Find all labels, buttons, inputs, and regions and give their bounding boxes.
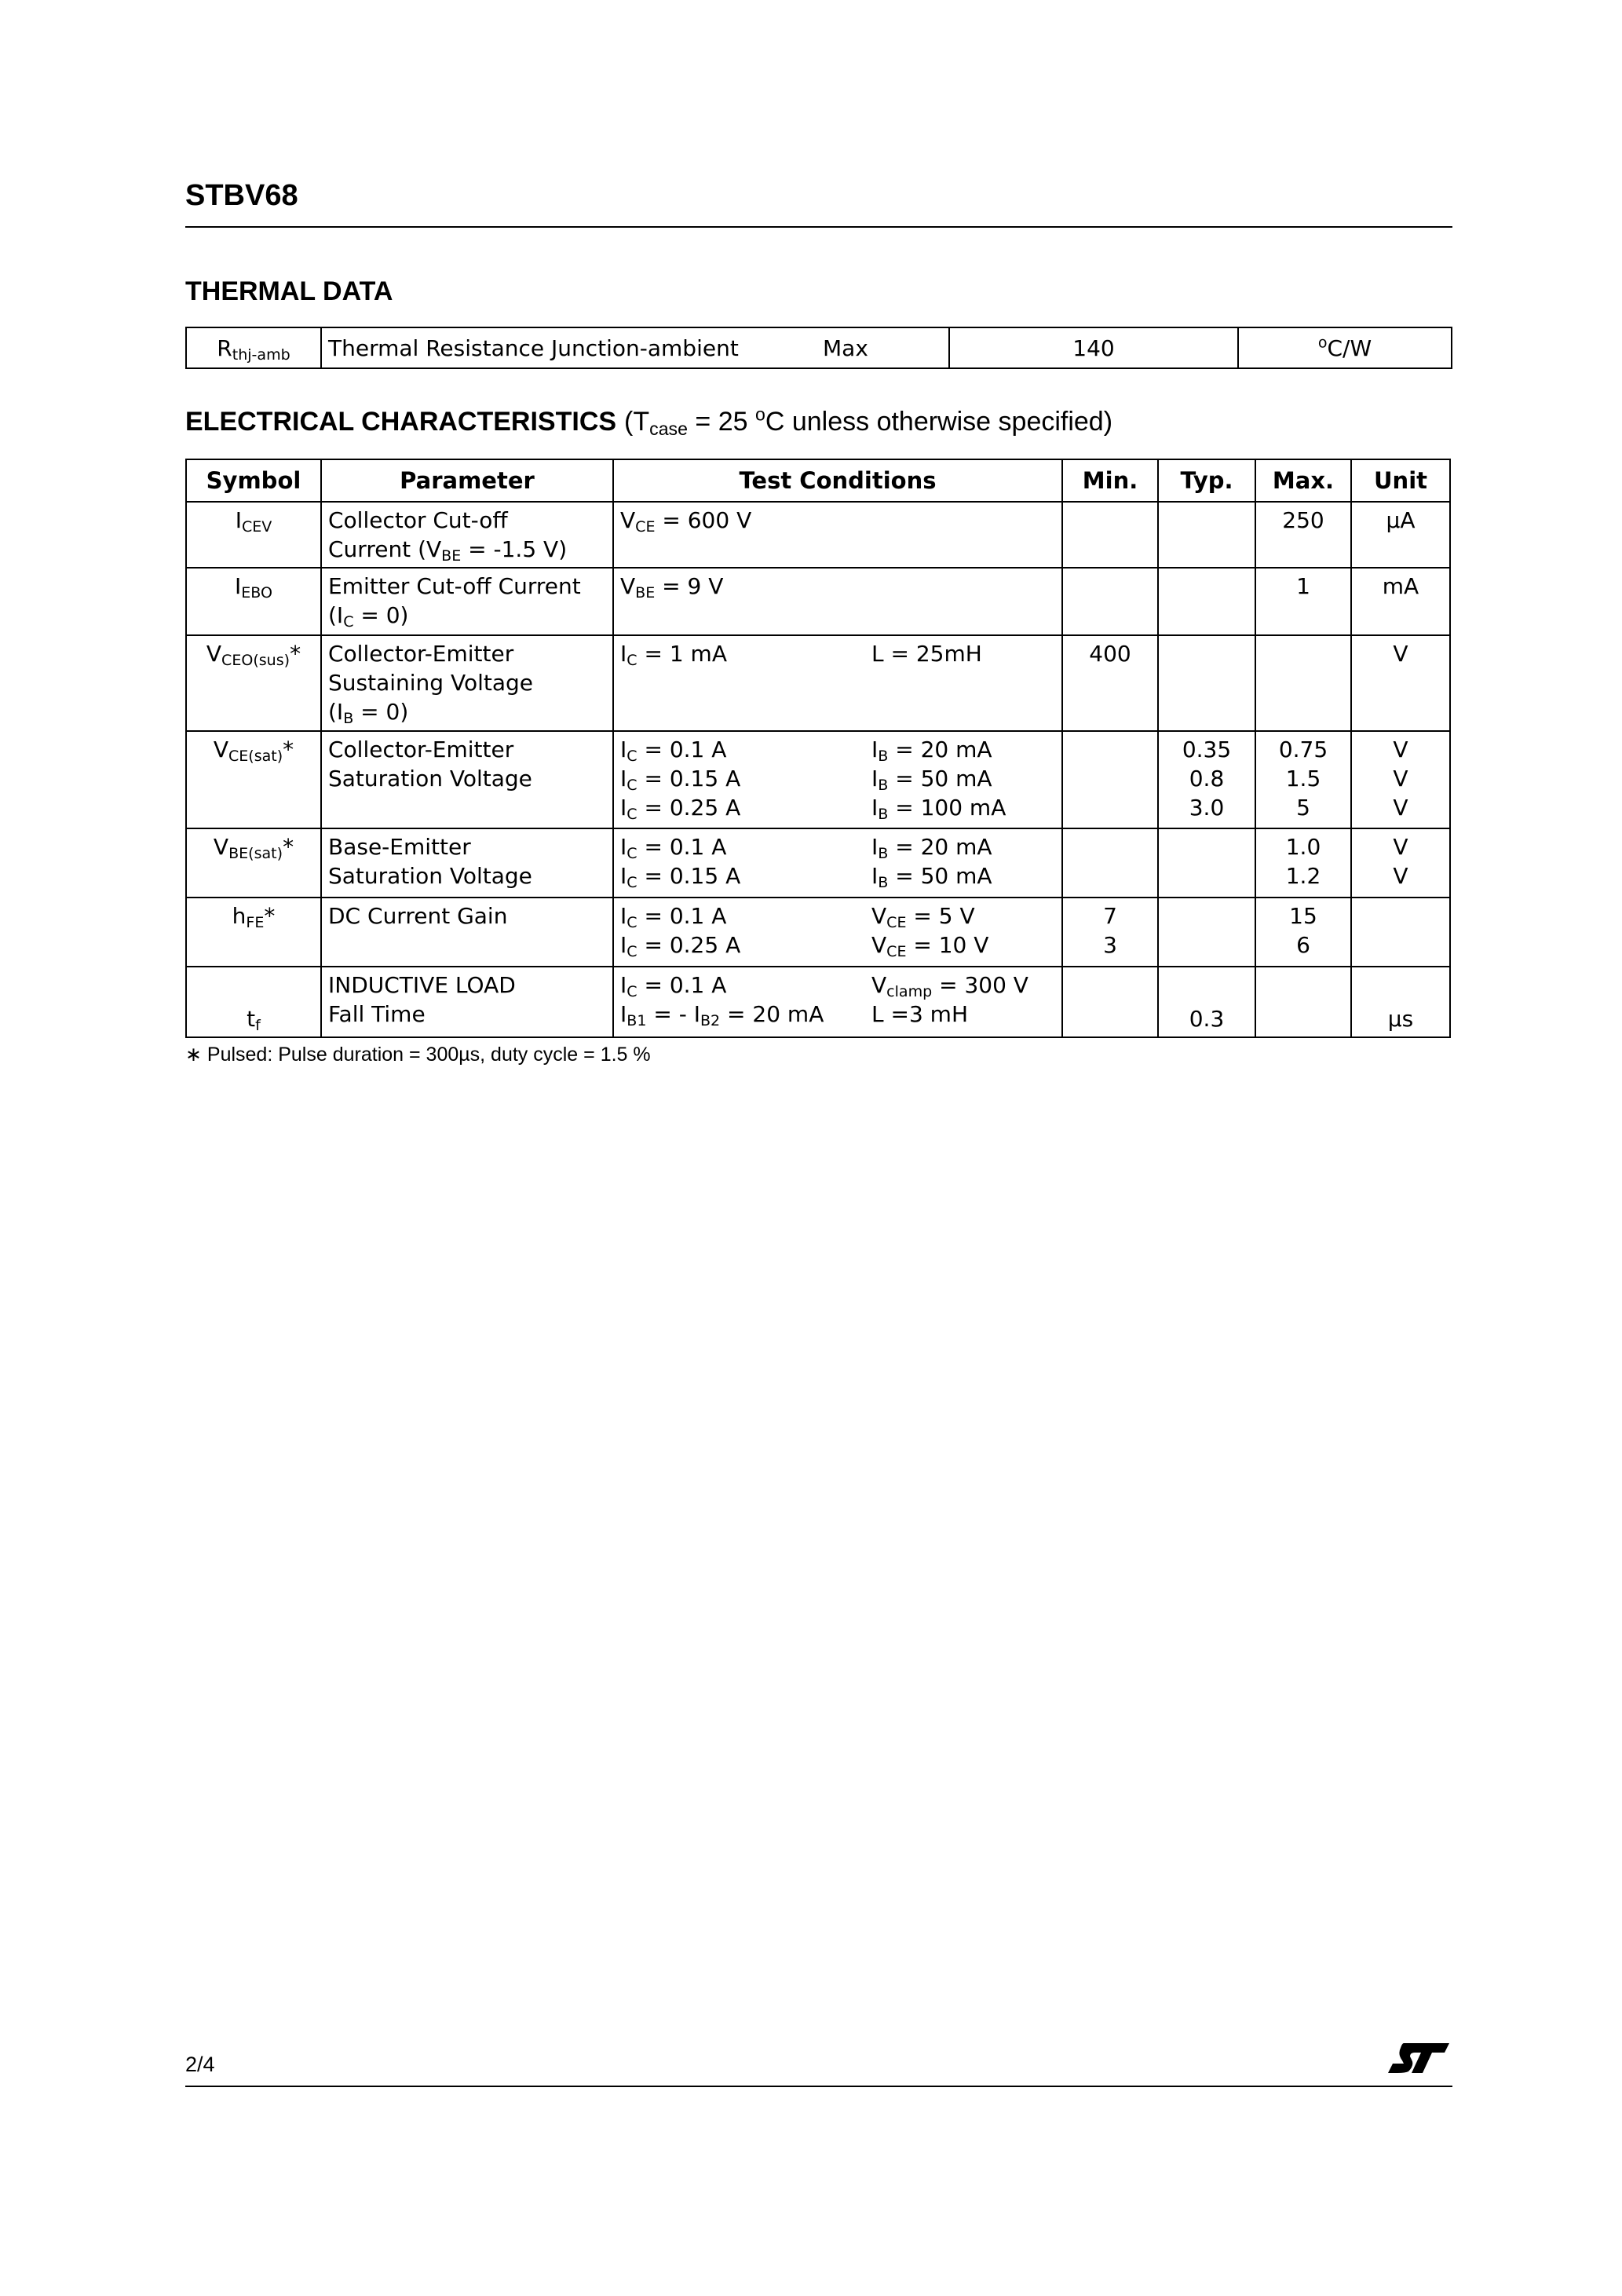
max-cell: 1	[1255, 568, 1351, 635]
page-number: 2/4	[185, 2053, 215, 2076]
conditions-cell: $V_{BE} = 9$ V	[613, 568, 1062, 635]
table-row	[186, 568, 1450, 635]
symbol-cell: $V_{CEO(sus)}*$	[186, 635, 321, 731]
st-logo	[1386, 2038, 1451, 2078]
thermal-value: 140	[949, 327, 1238, 368]
parameter-cell: Base-Emitter Saturation Voltage	[321, 828, 613, 898]
parameter-cell: Collector-Emitter Sustaining Voltage $(I_B = 0)$	[321, 635, 613, 731]
col-typ: Typ.	[1158, 459, 1255, 502]
electrical-table	[185, 459, 1451, 1038]
typ-cell	[1158, 635, 1255, 731]
table-row	[186, 635, 1450, 731]
electrical-condition: ($T_{case} = 25$ $^o$C unless otherwise specified)	[624, 404, 1113, 439]
table-row	[186, 502, 1450, 568]
thermal-unit: $^o$C/W	[1238, 327, 1452, 368]
thermal-parameter: Thermal Resistance Junction-ambient Max	[321, 327, 949, 368]
parameter-cell: Emitter Cut-off Current $(I_C = 0)$	[321, 568, 613, 635]
symbol-cell: $V_{BE(sat)}*$	[186, 828, 321, 898]
header-row	[186, 459, 1450, 502]
table-row	[186, 898, 1450, 967]
typ-cell: 0.35 0.8 3.0	[1158, 731, 1255, 828]
unit-cell: mA	[1351, 568, 1450, 635]
thermal-heading: THERMAL DATA	[185, 276, 393, 306]
unit-cell: V V	[1351, 828, 1450, 898]
parameter-cell: Collector-Emitter Saturation Voltage	[321, 731, 613, 828]
col-min: Min.	[1062, 459, 1158, 502]
table-row	[186, 731, 1450, 828]
typ-cell	[1158, 568, 1255, 635]
symbol-cell: $I_{CEV}$	[186, 502, 321, 568]
col-max: Max.	[1255, 459, 1351, 502]
electrical-heading: ELECTRICAL CHARACTERISTICS ($T_{case} = 25$ $^o$C unless otherwise specified)	[185, 404, 1113, 439]
max-cell: 1.0 1.2	[1255, 828, 1351, 898]
col-parameter: Parameter	[321, 459, 613, 502]
unit-cell: µA	[1351, 502, 1450, 568]
min-cell	[1062, 967, 1158, 1037]
unit-cell: V V V	[1351, 731, 1450, 828]
header-rule	[185, 226, 1452, 228]
min-cell: 7 3	[1062, 898, 1158, 967]
typ-cell: 0.3	[1158, 967, 1255, 1037]
conditions-cell: $I_C = 1$ mA L = 25mH	[613, 635, 1062, 731]
min-cell	[1062, 568, 1158, 635]
part-number: STBV68	[185, 179, 298, 212]
thermal-symbol: $R_{thj-amb}$	[186, 327, 321, 368]
parameter-cell: INDUCTIVE LOAD Fall Time	[321, 967, 613, 1037]
conditions-cell: $V_{CE} = 600$ V	[613, 502, 1062, 568]
table-row	[186, 967, 1450, 1037]
parameter-cell: Collector Cut-off Current ($V_{BE} = -1.5$ V)	[321, 502, 613, 568]
col-symbol: Symbol	[186, 459, 321, 502]
col-unit: Unit	[1351, 459, 1450, 502]
unit-cell	[1351, 898, 1450, 967]
symbol-cell: $I_{EBO}$	[186, 568, 321, 635]
conditions-cell: $I_C = 0.1$ A $V_{CE} = 5$ V $I_C = 0.25$ A $V_{CE} = 10$ V	[613, 898, 1062, 967]
min-cell	[1062, 828, 1158, 898]
symbol-cell: $t_f$	[186, 967, 321, 1037]
footer-rule	[185, 2086, 1452, 2087]
symbol-cell: $V_{CE(sat)}*$	[186, 731, 321, 828]
footnote: ∗ Pulsed: Pulse duration = 300µs, duty cycle = 1.5 %	[185, 1044, 651, 1066]
table-row	[186, 828, 1450, 898]
col-test-conditions: Test Conditions	[613, 459, 1062, 502]
max-cell: 250	[1255, 502, 1351, 568]
conditions-cell: $I_C = 0.1$ A $I_B = 20$ mA $I_C = 0.15$ A $I_B = 50$ mA	[613, 828, 1062, 898]
unit-cell: µs	[1351, 967, 1450, 1037]
min-cell	[1062, 502, 1158, 568]
min-cell	[1062, 731, 1158, 828]
max-cell: 15 6	[1255, 898, 1351, 967]
thermal-table	[185, 327, 1452, 369]
unit-cell: V	[1351, 635, 1450, 731]
max-cell	[1255, 967, 1351, 1037]
max-cell	[1255, 635, 1351, 731]
symbol-cell: $h_{FE}*$	[186, 898, 321, 967]
typ-cell	[1158, 828, 1255, 898]
typ-cell	[1158, 898, 1255, 967]
conditions-cell: $I_C = 0.1$ A $V_{clamp} = 300$ V $I_{B1}$ = - $I_{B2} = 20$ mA L =3 mH	[613, 967, 1062, 1037]
parameter-cell: DC Current Gain	[321, 898, 613, 967]
max-cell: 0.75 1.5 5	[1255, 731, 1351, 828]
typ-cell	[1158, 502, 1255, 568]
conditions-cell: $I_C = 0.1$ A $I_B = 20$ mA $I_C = 0.15$ A $I_B = 50$ mA $I_C = 0.25$ A $I_B = 100$ mA	[613, 731, 1062, 828]
min-cell: 400	[1062, 635, 1158, 731]
thermal-row	[186, 327, 1452, 368]
